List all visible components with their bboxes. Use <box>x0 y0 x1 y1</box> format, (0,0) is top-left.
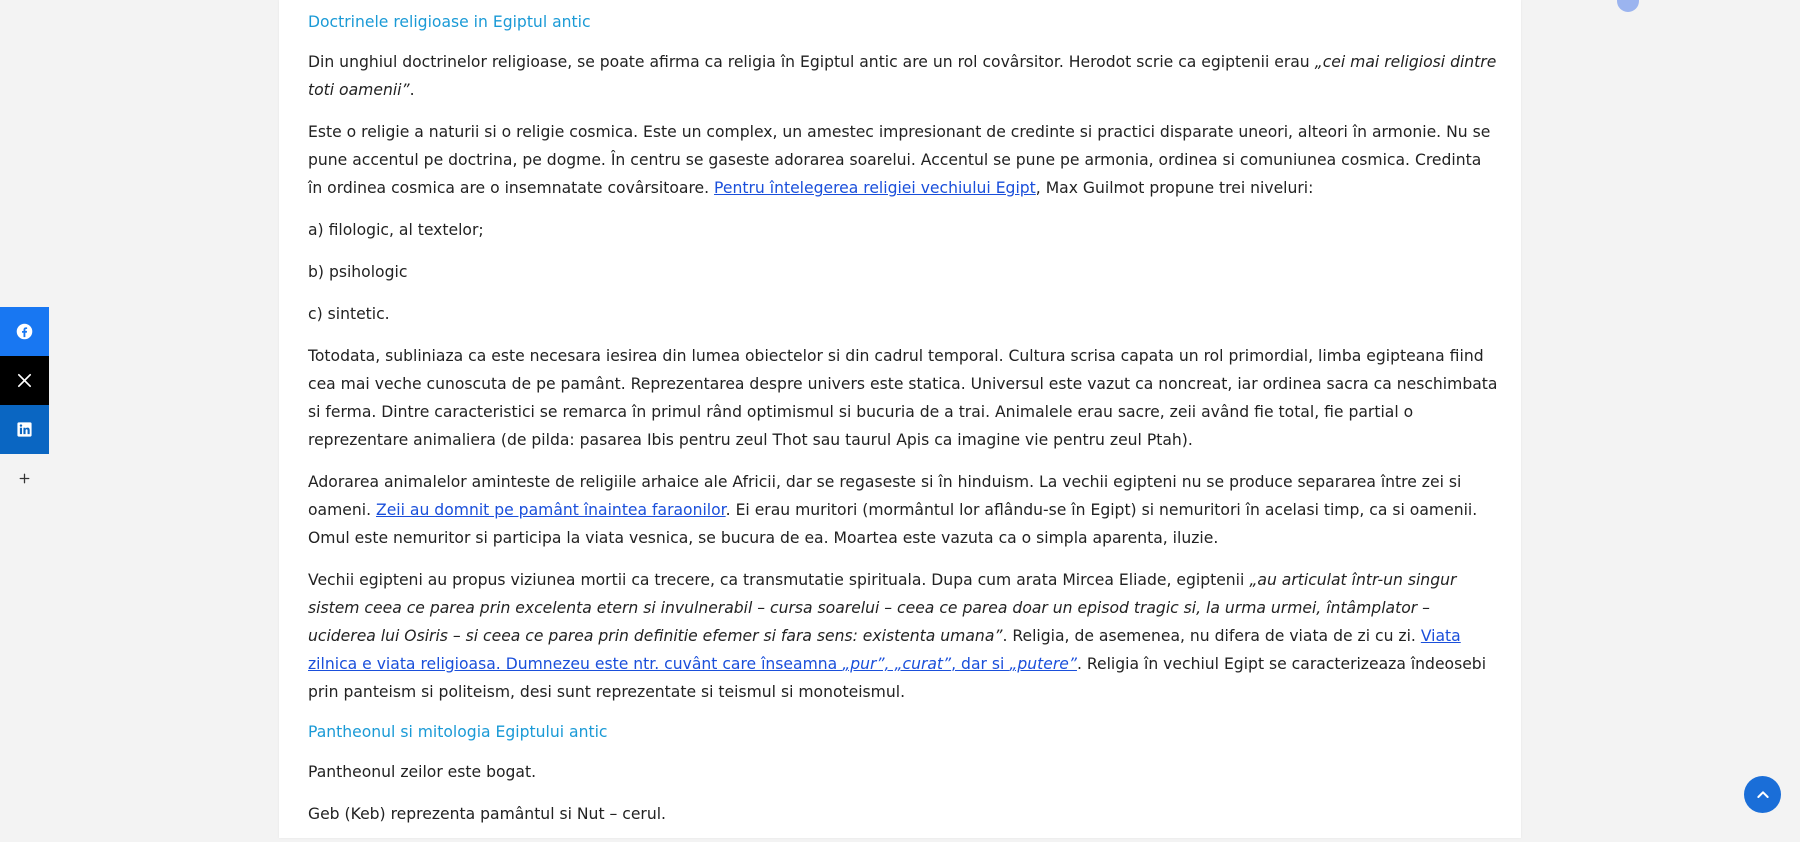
chevron-up-icon <box>1755 787 1771 803</box>
inline-link-emphasis: „putere” <box>1009 655 1077 673</box>
text-run: Din unghiul doctrinelor religioase, se poate afirma ca religia în Egiptul antic are un rol covârsitor. Herodot scrie ca egiptenii erau <box>308 53 1315 71</box>
share-facebook-button[interactable] <box>0 307 49 356</box>
paragraph <box>308 300 1498 328</box>
linkedin-icon <box>16 421 33 438</box>
back-to-top-button[interactable] <box>1744 776 1781 813</box>
text-run: Pantheonul zeilor este bogat. <box>308 763 537 781</box>
facebook-icon <box>16 323 33 340</box>
x-icon <box>16 372 33 389</box>
inline-link[interactable]: , dar si <box>951 655 1010 673</box>
share-linkedin-button[interactable] <box>0 405 49 454</box>
share-more-button[interactable] <box>0 454 49 503</box>
text-run: . <box>409 81 415 99</box>
text-run: Este o religie a naturii si o religie cosmica. Este un complex, un amestec impresionant de credinte si practici disparate uneori, alteori în armonie. Nu se pune accentul pe doctrina, pe dogme. În centru se gaseste adorarea soarelui. Accentul se pune pe armonia, ordinea si comuniunea cosmica. Credinta în ordinea cosmica are o insemnatate covârsitoare. <box>308 123 1491 197</box>
paragraph <box>308 118 1498 202</box>
section-heading: Doctrinele religioase in Egiptul antic <box>308 13 591 31</box>
paragraph <box>308 566 1498 706</box>
inline-link[interactable] <box>1009 655 1077 673</box>
paragraph <box>308 468 1498 552</box>
text-run: c) sintetic. <box>308 305 390 323</box>
paragraph <box>308 342 1498 454</box>
text-run: Vechii egipteni au propus viziunea mortii ca trecere, ca transmutatie spirituala. Dupa cum arata Mircea Eliade, egiptenii <box>308 571 1250 589</box>
quote-emphasis: „cei mai religiosi dintre toti oamenii” <box>308 53 1497 99</box>
inline-link[interactable] <box>842 655 951 673</box>
paragraph <box>308 758 1498 786</box>
share-x-button[interactable] <box>0 356 49 405</box>
section-heading: Pantheonul si mitologia Egiptului antic <box>308 723 608 741</box>
article-container <box>279 0 1521 838</box>
inline-link[interactable]: Viata zilnica e viata religioasa. Dumnezeu este ntr. cuvânt care înseamna <box>308 627 1461 673</box>
plus-icon <box>16 470 33 487</box>
inline-link[interactable]: Zeii au domnit pe pamânt înaintea faraonilor <box>376 501 726 519</box>
paragraph <box>308 216 1498 244</box>
text-run: , Max Guilmot propune trei niveluri: <box>1035 179 1314 197</box>
loading-dot <box>1617 0 1639 12</box>
quote-emphasis: „au articulat într-un singur sistem ceea ce parea prin excelenta etern si invulnerabil – cursa soarelui – ceea ce parea doar un episod tragic si, la urma urmei, întâmplator – uciderea lui Osiris – si ceea ce parea prin definitie efemer si fara sens: existenta umana” <box>308 571 1457 645</box>
paragraph <box>308 800 1498 828</box>
paragraph <box>308 48 1498 104</box>
text-run: b) psihologic <box>308 263 408 281</box>
text-run: . Religia în vechiul Egipt se caracterizeaza îndeosebi prin panteism si politeism, desi sunt reprezentate si teismul si monoteismul. <box>308 655 1487 701</box>
text-run: Geb (Keb) reprezenta pamântul si Nut – cerul. <box>308 805 667 823</box>
text-run: a) filologic, al textelor; <box>308 221 484 239</box>
text-run: Adorarea animalelor aminteste de religiile arhaice ale Africii, dar se regaseste si în hinduism. La vechii egipteni nu se produce separarea între zei si oameni. <box>308 473 1462 519</box>
paragraph <box>308 258 1498 286</box>
text-run: Totodata, subliniaza ca este necesara iesirea din lumea obiectelor si din cadrul temporal. Cultura scrisa capata un rol primordial, limba egipteana fiind cea mai veche cunoscuta de pe pamânt. Reprezentarea despre univers este statica. Universul este vazut ca noncreat, iar ordinea sacra ca neschimbata si ferma. Dintre caracteristici se remarca în primul rând optimismul si bucuria de a trai. Animalele erau sacre, zeii având fie total, fie partial o reprezentare animaliera (de pilda: pasarea Ibis pentru zeul Thot sau taurul Apis ca imagine vie pentru zeul Ptah). <box>308 347 1498 449</box>
text-run: . Religia, de asemenea, nu difera de viata de zi cu zi. <box>1002 627 1421 645</box>
article-content <box>308 10 1498 842</box>
inline-link[interactable]: Pentru întelegerea religiei vechiului Egipt <box>714 179 1036 197</box>
text-run: . Ei erau muritori (mormântul lor aflându-se în Egipt) si nemuritori în acelasi timp, ca si oamenii. Omul este nemuritor si participa la viata vesnica, se bucura de ea. Moartea este vazuta ca o simpla aparenta, iluzie. <box>308 501 1478 547</box>
inline-link-emphasis: „pur”, „curat” <box>842 655 952 673</box>
social-share-bar <box>0 307 49 503</box>
